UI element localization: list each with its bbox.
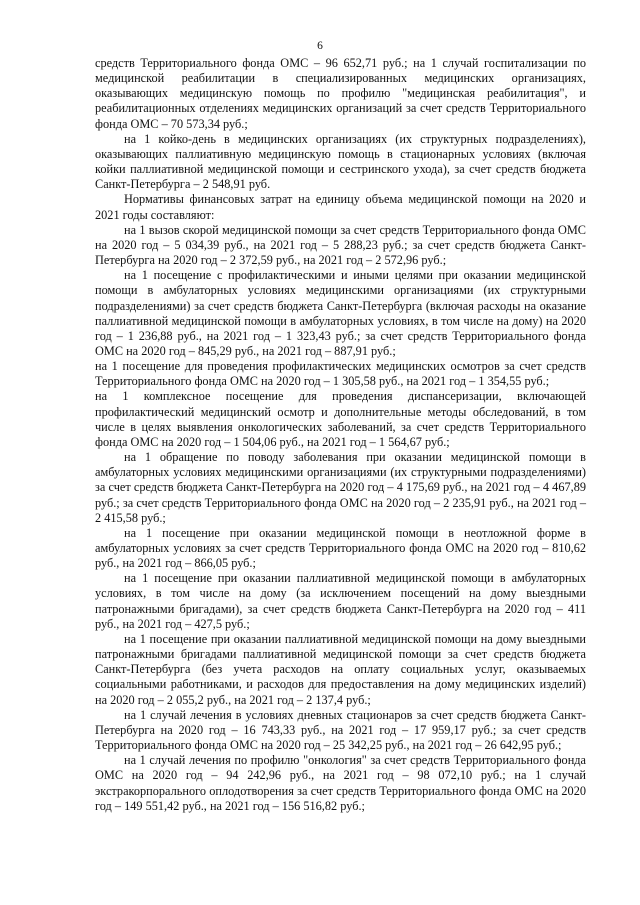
paragraph: Нормативы финансовых затрат на единицу объема медицинской помощи на 2020 и 2021 годы составляют: (95, 192, 586, 222)
paragraph: на 1 койко-день в медицинских организациях (их структурных подразделениях), оказывающих паллиативную медицинскую помощь в стационарных условиях (включая койки паллиативной медицинской помощи и сестринского ухода), за счет средств бюджета Санкт-Петербурга – 2 548,91 руб. (95, 131, 586, 192)
paragraph: на 1 обращение по поводу заболевания при оказании медицинской помощи в амбулаторных условиях медицинскими организациями (их структурными подразделениями) за счет средств бюджета Санкт-Петербурга на 2020 год – 4 175,69 руб., на 2021 год – 4 467,89 руб.; за счет средств Территориального фонда ОМС на 2020 год – 2 235,91 руб., на 2021 год – 2 415,58 руб.; (95, 450, 586, 525)
paragraph: на 1 посещение для проведения профилактических медицинских осмотров за счет средств Территориального фонда ОМС на 2020 год – 1 305,58 руб., на 2021 год – 1 354,55 руб.; (95, 359, 586, 389)
paragraph: на 1 посещение при оказании паллиативной медицинской помощи на дому выездными патронажными бригадами паллиативной медицинской помощи за счет средств бюджета Санкт-Петербурга (без учета расходов на оплату социальных услуг, оказываемых социальными работниками, и расходов для предоставления на дому медицинских изделий) на 2020 год – 2 055,2 руб., на 2021 год – 2 137,4 руб.; (95, 631, 586, 707)
paragraph: на 1 вызов скорой медицинской помощи за счет средств Территориального фонда ОМС на 2020 год – 5 034,39 руб., на 2021 год – 5 288,23 руб.; за счет средств бюджета Санкт-Петербурга на 2020 год – 2 372,59 руб., на 2021 год – 2 572,96 руб.; (95, 222, 586, 268)
document-body (95, 56, 586, 814)
paragraph-continuation: средств Территориального фонда ОМС – 96 652,71 руб.; на 1 случай госпитализации по медицинской реабилитации в специализированных медицинских организациях, оказывающих медицинскую помощь по профилю "медицинская реабилитация", и реабилитационных отделениях медицинских организаций за счет средств Территориального фонда ОМС – 70 573,34 руб.; (95, 56, 586, 131)
paragraph: на 1 случай лечения по профилю "онкология" за счет средств Территориального фонда ОМС на 2020 год – 94 242,96 руб., на 2021 год – 98 072,10 руб.; на 1 случай экстракорпорального оплодотворения за счет средств Территориального фонда ОМС на 2020 год – 149 551,42 руб., на 2021 год – 156 516,82 руб.; (95, 753, 586, 813)
paragraph: на 1 случай лечения в условиях дневных стационаров за счет средств бюджета Санкт-Петербурга на 2020 год – 16 743,33 руб., на 2021 год – 17 959,17 руб.; за счет средств Территориального фонда ОМС на 2020 год – 25 342,25 руб., на 2021 год – 26 642,95 руб.; (95, 707, 586, 753)
paragraph: на 1 посещение при оказании медицинской помощи в неотложной форме в амбулаторных условиях за счет средств Территориального фонда ОМС на 2020 год – 810,62 руб., на 2021 год – 866,05 руб.; (95, 525, 586, 571)
paragraph: на 1 посещение при оказании паллиативной медицинской помощи в амбулаторных условиях, в том числе на дому (за исключением посещений на дому выездными патронажными бригадами), за счет средств бюджета Санкт-Петербурга на 2020 год – 411 руб., на 2021 год – 427,5 руб.; (95, 571, 586, 631)
paragraph: на 1 комплексное посещение для проведения диспансеризации, включающей профилактический медицинский осмотр и дополнительные методы обследований, в том числе в целях выявления онкологических заболеваний, за счет средств Территориального фонда ОМС на 2020 год – 1 504,06 руб., на 2021 год – 1 564,67 руб.; (95, 389, 586, 449)
page-number: 6 (317, 40, 323, 52)
paragraph: на 1 посещение с профилактическими и иными целями при оказании медицинской помощи в амбулаторных условиях медицинскими организациями (их структурными подразделениями) за счет средств бюджета Санкт-Петербурга (включая расходы на оказание паллиативной медицинской помощи в амбулаторных условиях, в том числе на дому) на 2020 год – 1 236,88 руб., на 2021 год – 1 323,43 руб.; за счет средств Территориального фонда ОМС на 2020 год – 845,29 руб., на 2021 год – 887,91 руб.; (95, 268, 586, 358)
